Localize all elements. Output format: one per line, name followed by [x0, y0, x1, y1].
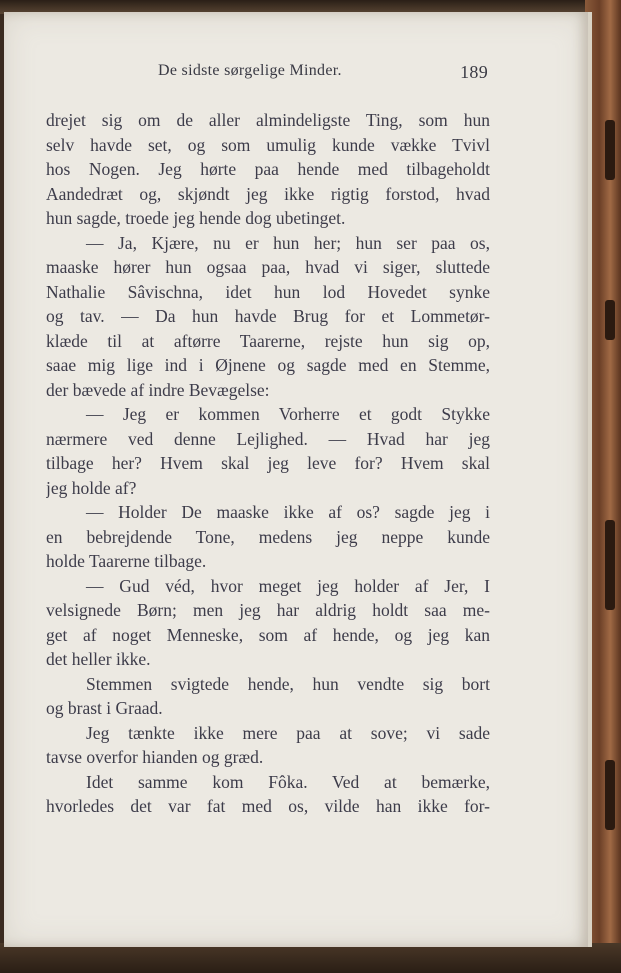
running-title: De sidste sørgelige Minder.	[158, 62, 342, 79]
text-line: tilbage her? Hvem skal jeg leve for? Hvem skal	[46, 453, 490, 473]
text-line: hvorledes det var fat med os, vilde han ikke for-	[46, 796, 490, 816]
text-line: — Jeg er kommen Vorherre et godt Stykke	[86, 404, 490, 424]
book-bottom-edge	[0, 943, 621, 973]
text-line: der bævede af indre Bevægelse:	[46, 379, 270, 400]
text-line: nærmere ved denne Lejlighed. — Hvad har jeg	[46, 428, 490, 449]
text-line: — Gud véd, hvor meget jeg holder af Jer, I	[86, 575, 490, 596]
page-number: 189	[460, 62, 488, 82]
text-line: hun sagde, troede jeg hende dog ubetinget.	[46, 208, 346, 228]
text-line: selv havde set, og som umulig kunde vække Tvivl	[46, 134, 490, 155]
text-line: en bebrejdende Tone, medens jeg neppe kunde	[46, 526, 490, 547]
text-line: klæde til at aftørre Taarerne, rejste hun sig op,	[46, 330, 490, 351]
text-line: holde Taarerne tilbage.	[46, 551, 207, 571]
text-line: Jeg tænkte ikke mere paa at sove; vi sade	[86, 722, 490, 743]
text-line: hos Nogen. Jeg hørte paa hende med tilbageholdt	[46, 159, 490, 179]
page-edge	[588, 12, 592, 947]
text-line: Idet samme kom Fôka. Ved at bemærke,	[86, 771, 490, 792]
spine-wear-mark	[605, 760, 615, 830]
text-line: jeg holde af?	[46, 477, 137, 498]
text-line: Nathalie Sâvischna, idet hun lod Hovedet synke	[46, 281, 490, 302]
text-line: tavse overfor hianden og græd.	[46, 747, 264, 767]
text-line: get af noget Menneske, som af hende, og jeg kan	[46, 624, 490, 645]
text-line: og tav. — Da hun havde Brug for et Lommetør-	[46, 306, 490, 326]
spine-wear-mark	[605, 520, 615, 610]
text-line: velsignede Børn; men jeg har aldrig holdt saa me-	[46, 600, 490, 620]
text-line: og brast i Graad.	[46, 698, 163, 718]
body-text	[46, 108, 490, 819]
text-line: saae mig lige ind i Øjnene og sagde med en Stemme,	[46, 355, 490, 375]
text-line: — Ja, Kjære, nu er hun her; hun ser paa os,	[86, 232, 490, 253]
text-line: det heller ikke.	[46, 649, 151, 669]
text-line: Aandedræt og, skjøndt jeg ikke rigtig forstod, hvad	[46, 183, 490, 204]
text-line: maaske hører hun ogsaa paa, hvad vi siger, sluttede	[46, 257, 490, 277]
text-line: — Holder De maaske ikke af os? sagde jeg i	[86, 502, 490, 522]
text-line: Stemmen svigtede hende, hun vendte sig bort	[86, 673, 490, 694]
text-line: drejet sig om de aller almindeligste Ting, som hun	[46, 110, 490, 130]
spine-wear-mark	[605, 300, 615, 340]
page-header	[158, 62, 488, 86]
spine-wear-mark	[605, 120, 615, 180]
